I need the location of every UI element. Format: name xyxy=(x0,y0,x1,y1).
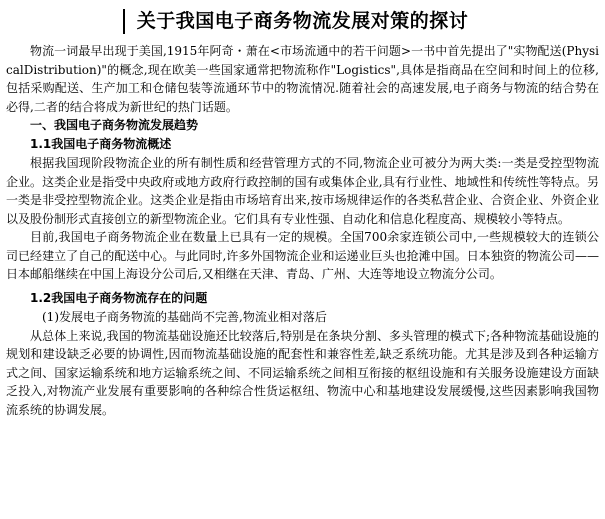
document-title: 关于我国电子商务物流发展对策的探讨 xyxy=(136,10,469,32)
title-row xyxy=(6,6,599,36)
intro-paragraph: 物流一词最早出现于美国,1915年阿奇・萧在<市场流通中的若干问题>一书中首先提出了"实物配送(PhysicalDistribution)"的概念,现在欧美一些国家通常把物流称作"Logistics",具体是指商品在空间和时间上的位移,包括采购配送、生产加工和仓储包装等流通环节中的物流情况.随着社会的高速发展,电子商务与物流的结合势在必得,二者的结合将成为新世纪的热门话题。 xyxy=(6,44,599,114)
subsection-heading-1-2: 1.2我国电子商务物流存在的问题 xyxy=(30,290,208,305)
paragraph-1-2-a: 从总体上来说,我国的物流基础设施还比较落后,特别是在条块分割、多头管理的模式下;各种物流基础设施的规划和建设缺乏必要的协调性,因而物流基础设施的配套性和兼容性差,缺乏系统功能。尤其是涉及到各种运输方式之间、国家运输系统和地方运输系统之间、不同运输系统之间相互衔接的枢纽设施和有关服务设施建设方面缺乏投入,对物流产业发展有重要影响的各种综合性货运枢纽、物流中心和基地建设发展缓慢,这些因素影响我国物流系统的协调发展。 xyxy=(6,328,599,417)
paragraph-1-1-a: 根据我国现阶段物流企业的所有制性质和经营管理方式的不同,物流企业可被分为两大类:一类是受控型物流企业。这类企业是指受中央政府或地方政府行政控制的国有或集体企业,具有行业性、地域性和传统性等特点。另一类是非受控型物流企业。这类企业是指由市场培育出来,按市场规律运作的各类私营企业、合资企业、外资企业以及股份制形式直接创立的新型物流企业。它们具有专业性强、自动化和信息化程度高、规模较小等特点。 xyxy=(6,156,599,226)
paragraph-1-1-b: 目前,我国电子商务物流企业在数量上已具有一定的规模。全国700余家连锁公司中,一些规模较大的连锁公司已经建立了自己的配送中心。与此同时,许多外国物流企业和运递业巨头也抢滩中国。日本独资的物流公司——日本邮船继续在中国上海设分公司后,又相继在天津、青岛、广州、大连等地设立物流分公司。 xyxy=(6,230,599,281)
section-heading-1: 一、我国电子商务物流发展趋势 xyxy=(30,118,199,132)
subsection-heading-1-1: 1.1我国电子商务物流概述 xyxy=(30,137,172,151)
point-heading-1: (1)发展电子商务物流的基础尚不完善,物流业相对落后 xyxy=(42,309,327,324)
text-cursor xyxy=(123,9,125,34)
